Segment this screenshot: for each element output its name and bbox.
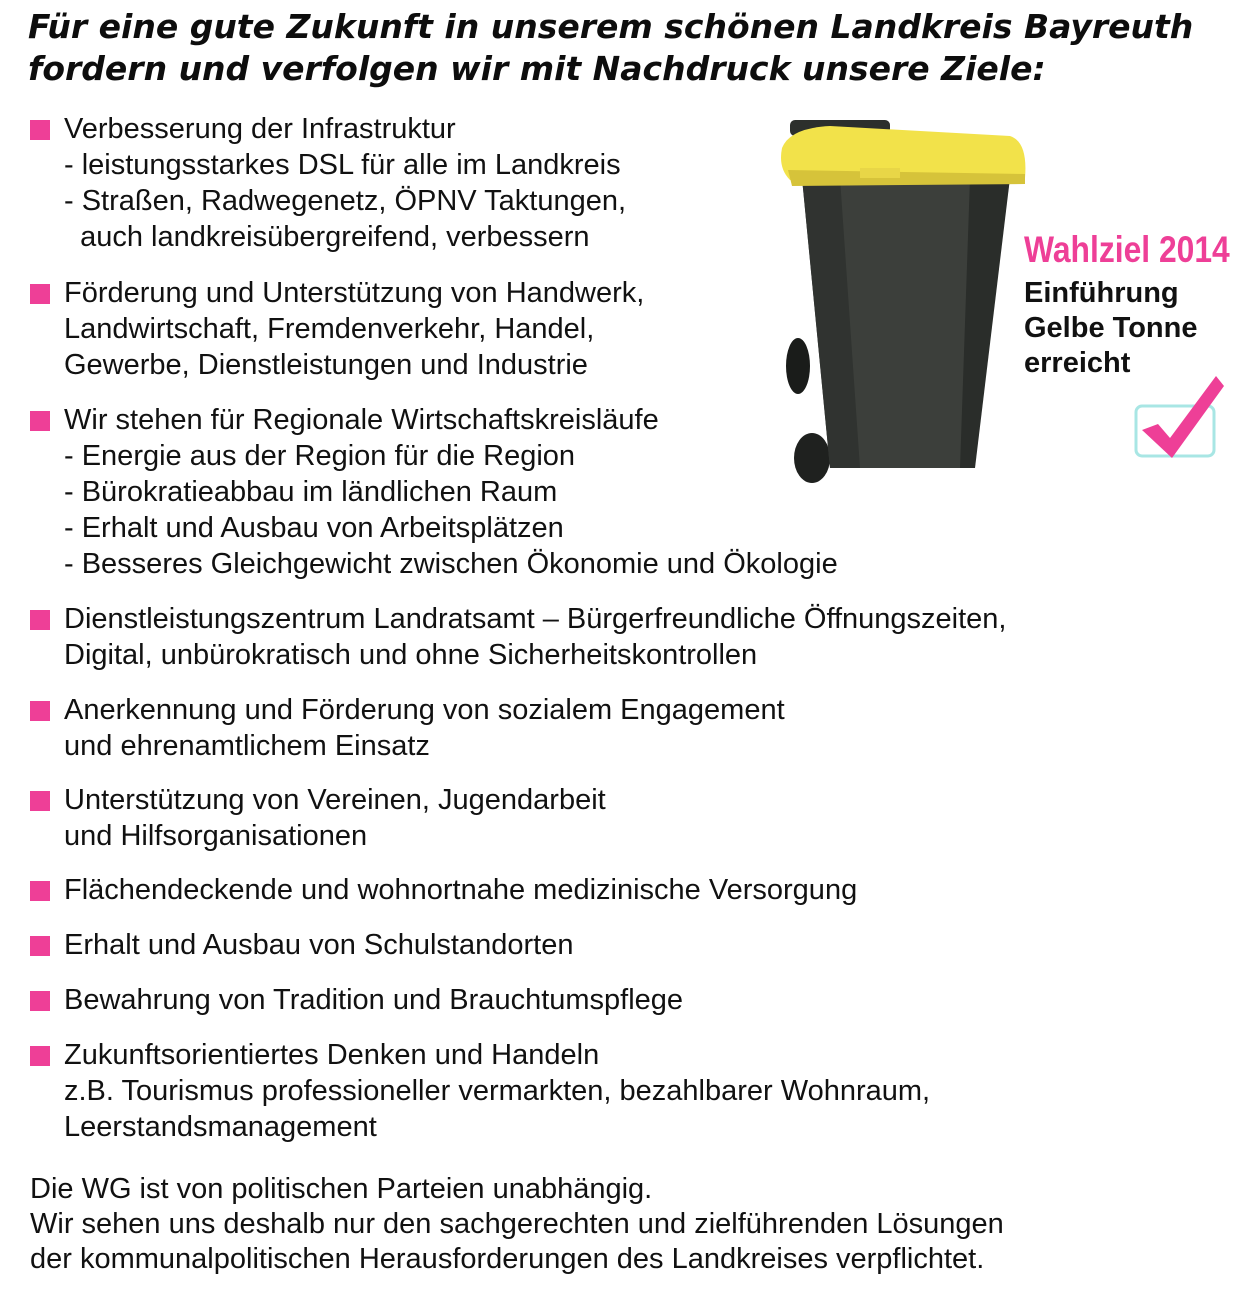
goal-line: Wir stehen für Regionale Wirtschaftskreisläufe (64, 404, 659, 436)
pink-square-icon (30, 881, 50, 901)
pink-square-icon (30, 120, 50, 140)
goal-line: z.B. Tourismus professioneller vermarkten, bezahlbarer Wohnraum, (64, 1075, 931, 1107)
goal-text (64, 402, 838, 582)
note-line-3: erreicht (1024, 347, 1131, 379)
goal-line: Bewahrung von Tradition und Brauchtumspflege (64, 984, 684, 1016)
goal-line: Zukunftsorientiertes Denken und Handeln (64, 1039, 600, 1071)
headline (28, 6, 1233, 90)
pink-square-icon (30, 284, 50, 304)
goal-line: - Energie aus der Region für die Region (64, 440, 576, 472)
footer-statement (30, 1172, 1004, 1277)
goal-line: auch landkreisübergreifend, verbessern (64, 221, 590, 253)
note-title: Wahlziel 2014 (1024, 229, 1230, 270)
goal-text (64, 782, 606, 854)
headline-line-2: fordern und verfolgen wir mit Nachdruck unsere Ziele: (28, 49, 1046, 88)
footer-line-3: der kommunalpolitischen Herausforderungen des Landkreises verpflichtet. (30, 1243, 985, 1275)
goal-line: Förderung und Unterstützung von Handwerk, (64, 277, 645, 309)
headline-line-1: Für eine gute Zukunft in unserem schönen Landkreis Bayreuth (28, 7, 1194, 46)
note-body (1024, 276, 1234, 381)
goal-text (64, 927, 573, 963)
goal-line: Dienstleistungszentrum Landratsamt – Bürgerfreundliche Öffnungszeiten, (64, 603, 1007, 635)
goal-line: Unterstützung von Vereinen, Jugendarbeit (64, 784, 606, 816)
pink-square-icon (30, 1046, 50, 1066)
pink-square-icon (30, 411, 50, 431)
goal-text (64, 601, 1007, 673)
goal-text (64, 872, 857, 908)
goal-line: - Erhalt und Ausbau von Arbeitsplätzen (64, 512, 564, 544)
goal-line: Flächendeckende und wohnortnahe medizinische Versorgung (64, 874, 858, 906)
goal-line: - Besseres Gleichgewicht zwischen Ökonomie und Ökologie (64, 548, 838, 580)
goal-line: Leerstandsmanagement (64, 1111, 377, 1143)
goal-line: Gewerbe, Dienstleistungen und Industrie (64, 349, 588, 381)
pink-square-icon (30, 936, 50, 956)
goal-text (64, 275, 644, 383)
goal-line: - Straßen, Radwegenetz, ÖPNV Taktungen, (64, 185, 627, 217)
goal-line: und Hilfsorganisationen (64, 820, 368, 852)
goal-line: Digital, unbürokratisch und ohne Sicherheitskontrollen (64, 639, 758, 671)
goal-line: Landwirtschaft, Fremdenverkehr, Handel, (64, 313, 595, 345)
goal-line: Anerkennung und Förderung von sozialem Engagement (64, 694, 785, 726)
goal-line: Erhalt und Ausbau von Schulstandorten (64, 929, 574, 961)
note-line-1: Einführung (1024, 277, 1179, 309)
goal-line: Verbesserung der Infrastruktur (64, 113, 456, 145)
checkmark-icon (1128, 372, 1228, 462)
note-line-2: Gelbe Tonne (1024, 312, 1198, 344)
pink-square-icon (30, 701, 50, 721)
goal-line: und ehrenamtlichem Einsatz (64, 730, 430, 762)
footer-line-2: Wir sehen uns deshalb nur den sachgerechten und zielführenden Lösungen (30, 1208, 1004, 1240)
goal-text (64, 692, 785, 764)
goal-text (64, 111, 626, 255)
yellow-bin-icon (770, 108, 1040, 488)
goal-line: - leistungsstarkes DSL für alle im Landkreis (64, 149, 621, 181)
election-goal-note (1024, 228, 1234, 381)
goal-line: - Bürokratieabbau im ländlichen Raum (64, 476, 558, 508)
pink-square-icon (30, 991, 50, 1011)
pink-square-icon (30, 610, 50, 630)
goal-text (64, 1037, 930, 1145)
pink-square-icon (30, 791, 50, 811)
footer-line-1: Die WG ist von politischen Parteien unabhängig. (30, 1173, 653, 1205)
goal-text (64, 982, 683, 1018)
